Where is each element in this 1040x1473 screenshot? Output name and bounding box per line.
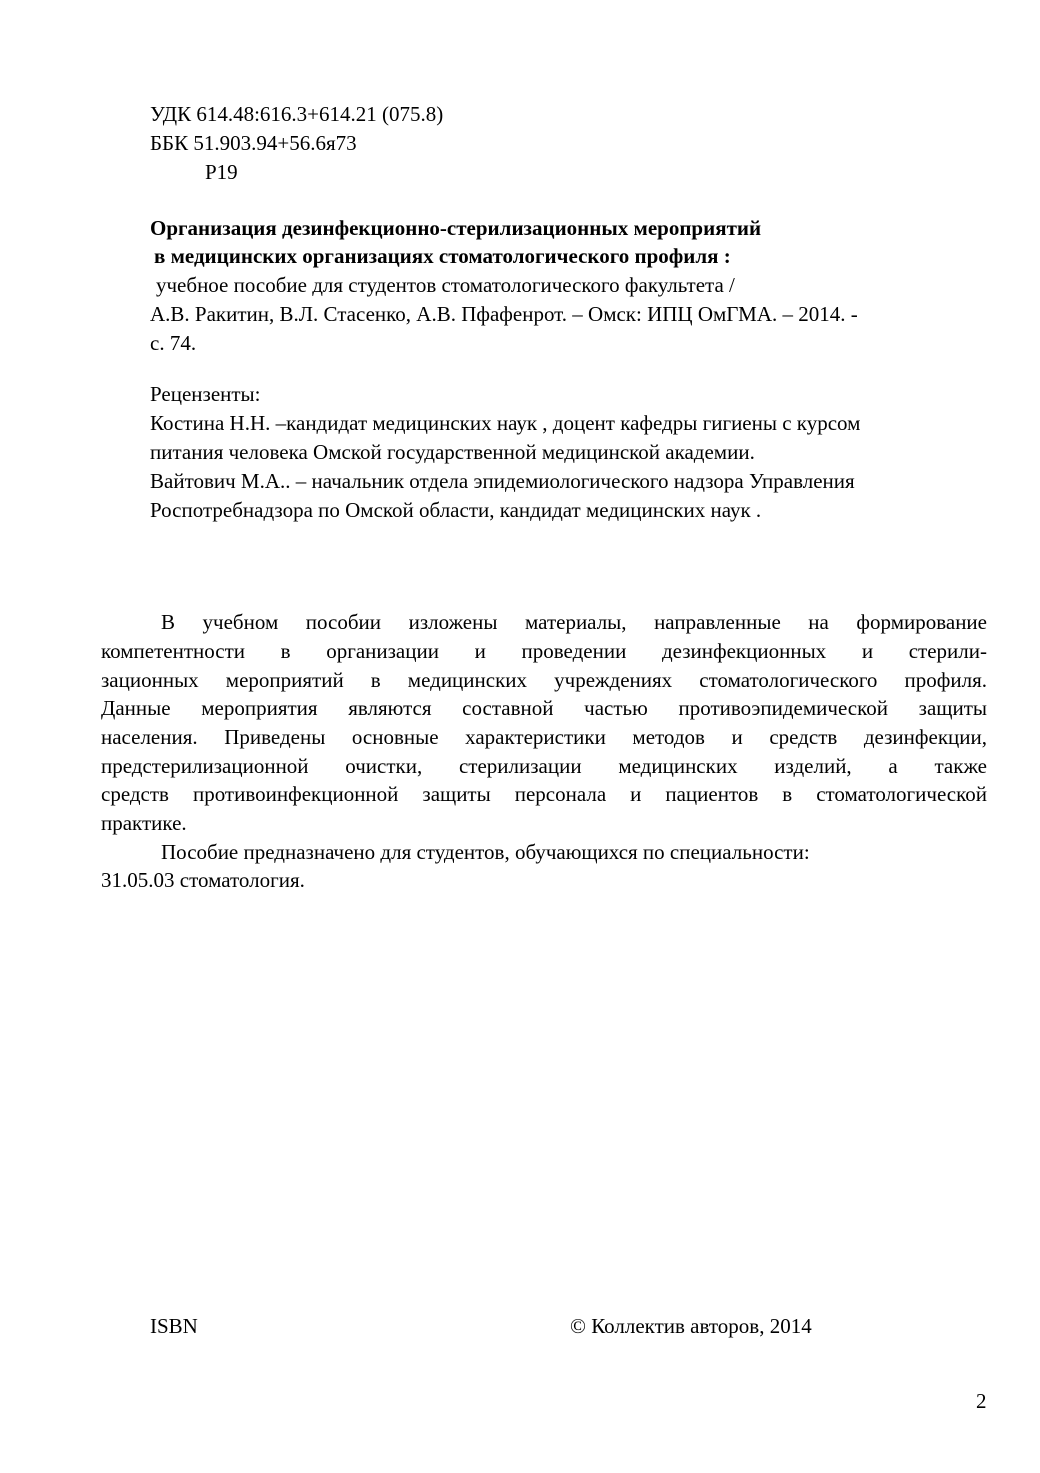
reviewer-line-2: питания человека Омской государственной медицинской академии.: [150, 440, 755, 464]
abstract-line-8: практике.: [101, 811, 187, 835]
purpose-line-2: 31.05.03 стоматология.: [101, 868, 305, 892]
author-sign-code: Р19: [205, 160, 238, 184]
udk-code: УДК 614.48:616.3+614.21 (075.8): [150, 102, 444, 126]
abstract-line-3: зационных мероприятий в медицинских учреждениях стоматологического профиля.: [101, 668, 987, 692]
title-line-1: Организация дезинфекционно-стерилизационных мероприятий: [150, 216, 762, 240]
copyright-notice: © Коллектив авторов, 2014: [570, 1314, 812, 1338]
bib-line-3: с. 74.: [150, 331, 197, 355]
abstract-line-7: средств противоинфекционной защиты персонала и пациентов в стоматологической: [101, 782, 987, 806]
abstract-line-6: предстерилизационной очистки, стерилизации медицинских изделий, а также: [101, 754, 987, 778]
isbn-label: ISBN: [150, 1314, 198, 1338]
reviewer-line-1: Костина Н.Н. –кандидат медицинских наук , доцент кафедры гигиены с курсом: [150, 411, 861, 435]
page-number: 2: [976, 1389, 987, 1413]
bib-line-2: А.В. Ракитин, В.Л. Стасенко, А.В. Пфафенрот. – Омск: ИПЦ ОмГМА. – 2014. -: [150, 302, 858, 326]
title-line-2: в медицинских организациях стоматологического профиля :: [154, 244, 731, 268]
bbk-code: ББК 51.903.94+56.6я73: [150, 131, 357, 155]
abstract-line-4: Данные мероприятия являются составной частью противоэпидемической защиты: [101, 696, 987, 720]
bib-line-1: учебное пособие для студентов стоматологического факультета /: [156, 273, 735, 297]
purpose-line-1: Пособие предназначено для студентов, обучающихся по специальности:: [161, 840, 810, 864]
abstract-line-5: населения. Приведены основные характеристики методов и средств дезинфекции,: [101, 725, 987, 749]
abstract-line-2: компетентности в организации и проведении дезинфекционных и стерили-: [101, 639, 987, 663]
abstract-line-1: В учебном пособии изложены материалы, направленные на формирование: [161, 610, 987, 634]
reviewers-heading: Рецензенты:: [150, 382, 261, 406]
reviewer-line-3: Вайтович М.А.. – начальник отдела эпидемиологического надзора Управления: [150, 469, 855, 493]
reviewer-line-4: Роспотребнадзора по Омской области, кандидат медицинских наук .: [150, 498, 762, 522]
